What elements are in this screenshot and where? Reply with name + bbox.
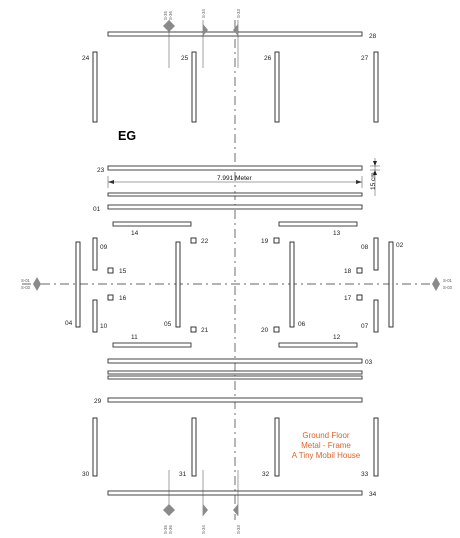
label-05: 05 [164,321,172,328]
label-33: 33 [361,471,369,478]
beam-14 [113,222,191,226]
beam-03-lower-a [108,371,362,374]
label-06: 06 [298,321,306,328]
post-04 [76,242,80,327]
plan-title: EG [118,129,137,143]
post-30 [93,418,97,476]
beam-03-lower-b [108,376,362,379]
label-11: 11 [131,334,138,341]
section-marker-top-b [201,8,208,68]
label-31: 31 [179,471,187,478]
label-27: 27 [361,55,369,62]
post-25 [192,52,196,122]
dimension-label: 7.991 Meter [217,175,252,182]
label-23: 23 [97,167,105,174]
note-line-1: Ground Floor [302,431,350,440]
beam-01-upper [108,193,362,196]
label-15: 15 [119,268,127,275]
beam-03 [108,359,362,363]
post-16 [108,295,113,300]
post-09 [93,238,97,270]
beam-23 [108,166,362,170]
label-29: 29 [94,398,102,405]
svg-text:S-33: S-33 [236,525,241,534]
label-04: 04 [65,320,73,327]
label-02: 02 [396,242,404,249]
label-08: 08 [361,244,369,251]
label-14: 14 [131,230,139,237]
label-28: 28 [369,33,377,40]
label-20: 20 [261,327,269,334]
label-17: 17 [344,295,352,302]
post-10 [93,300,97,332]
note-line-2: Metal - Frame [301,441,351,450]
section-marker-right [432,277,453,291]
post-18 [357,268,362,273]
beam-01 [108,205,362,209]
section-marker-top-a [163,10,175,68]
svg-text:S-34: S-34 [201,9,206,18]
label-10: 10 [100,323,108,330]
svg-text:S-35: S-35 [163,525,168,534]
post-20 [274,327,279,332]
post-19 [274,238,279,243]
svg-text:S-35: S-35 [163,11,168,20]
label-24: 24 [82,55,90,62]
beam-29 [108,398,362,402]
post-31 [192,418,196,476]
post-17 [357,295,362,300]
post-26 [275,52,279,122]
svg-text:S-33: S-33 [236,9,241,18]
label-19: 19 [261,238,269,245]
post-07 [374,300,378,332]
label-34: 34 [369,491,377,498]
section-marker-bottom-b [201,470,208,534]
label-16: 16 [119,295,127,302]
offset-dimension-label: 15 cm [370,172,377,190]
svg-text:S-01: S-01 [21,278,30,283]
post-22 [191,238,196,243]
post-27 [374,52,378,122]
label-03: 03 [365,359,373,366]
post-06 [290,242,294,327]
label-21: 21 [201,327,209,334]
svg-text:S-01: S-01 [443,278,452,283]
label-07: 07 [361,323,369,330]
label-01: 01 [93,206,101,213]
post-33 [374,418,378,476]
label-12: 12 [333,334,341,341]
post-21 [191,327,196,332]
svg-text:S-36: S-36 [168,525,173,534]
beam-11 [113,343,191,347]
beam-34 [108,491,362,495]
label-32: 32 [262,471,270,478]
svg-text:S-03: S-03 [443,285,452,290]
post-15 [108,268,113,273]
label-30: 30 [82,471,90,478]
label-25: 25 [181,55,189,62]
label-18: 18 [344,268,352,275]
section-marker-bottom-c [233,470,241,534]
post-24 [93,52,97,122]
svg-text:S-34: S-34 [201,525,206,534]
post-32 [275,418,279,476]
beam-12 [279,343,357,347]
label-22: 22 [201,238,209,245]
post-02 [389,242,393,327]
section-marker-bottom-a [163,470,175,534]
label-09: 09 [100,244,108,251]
post-08 [374,238,378,270]
beam-28 [108,32,362,36]
note-line-3: A Tiny Mobil House [291,451,361,460]
label-26: 26 [264,55,272,62]
post-05 [176,242,180,327]
section-marker-top-c [233,8,241,68]
label-13: 13 [333,230,341,237]
beam-13 [279,222,357,226]
svg-text:S-03: S-03 [21,285,30,290]
svg-text:S-36: S-36 [168,11,173,20]
